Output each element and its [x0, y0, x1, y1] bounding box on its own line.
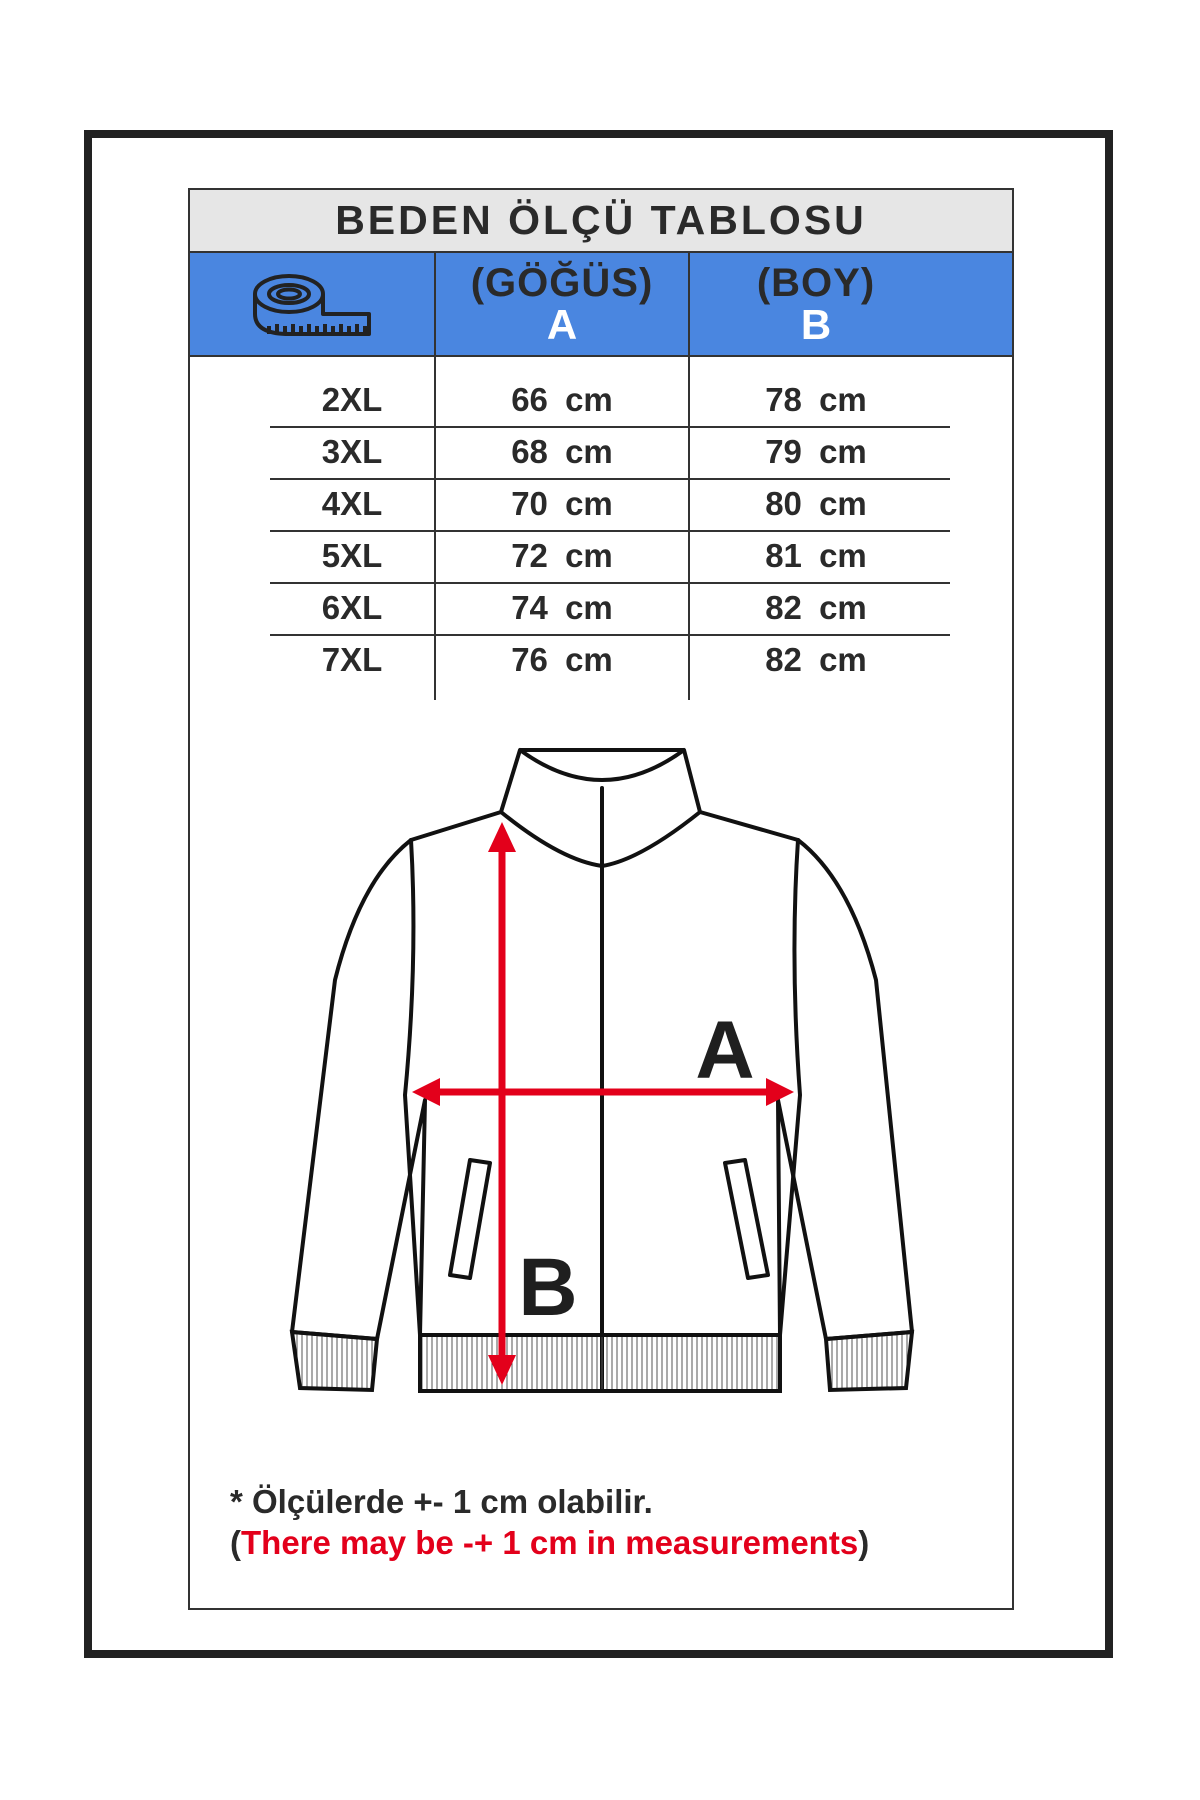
pocket-left [450, 1160, 490, 1278]
column-header-length-label: (BOY) [756, 261, 876, 305]
tolerance-note-english-text: There may be -+ 1 cm in measurements [241, 1524, 859, 1561]
length-cell: 79 cm [765, 433, 867, 470]
length-arrow [488, 822, 516, 1385]
tolerance-note: * Ölçülerde +- 1 cm olabilir. [230, 1483, 653, 1520]
size-cell: 5XL [321, 537, 383, 574]
column-header-chest-letter: A [546, 301, 578, 348]
cuff-left [292, 1332, 377, 1390]
size-cell: 3XL [321, 433, 383, 470]
waistband [420, 1335, 780, 1391]
chest-cell: 74 cm [511, 589, 613, 626]
size-cell: 4XL [321, 485, 383, 522]
jacket-side-seam-left [405, 840, 420, 1335]
size-cell: 7XL [321, 641, 383, 678]
chest-measure-letter: A [695, 1005, 755, 1096]
pocket-right [725, 1160, 768, 1278]
chest-cell: 68 cm [511, 433, 613, 470]
size-cell: 6XL [321, 589, 383, 626]
length-cell: 82 cm [765, 641, 867, 678]
paren-close: ) [858, 1524, 870, 1561]
length-cell: 80 cm [765, 485, 867, 522]
chest-cell: 76 cm [511, 641, 613, 678]
column-header-chest-label: (GÖĞÜS) [470, 261, 654, 305]
length-measure-letter: B [518, 1242, 578, 1333]
length-cell: 82 cm [765, 589, 867, 626]
chest-cell: 70 cm [511, 485, 613, 522]
chest-cell: 66 cm [511, 381, 613, 418]
tolerance-note-english [230, 1524, 869, 1562]
column-header-length-letter: B [800, 301, 832, 348]
chart-title: BEDEN ÖLÇÜ TABLOSU [190, 190, 1012, 253]
chest-cell: 72 cm [511, 537, 613, 574]
length-cell: 78 cm [765, 381, 867, 418]
cuff-right [826, 1332, 912, 1390]
paren-open: ( [230, 1524, 241, 1561]
length-cell: 81 cm [765, 537, 867, 574]
size-cell: 2XL [321, 381, 383, 418]
